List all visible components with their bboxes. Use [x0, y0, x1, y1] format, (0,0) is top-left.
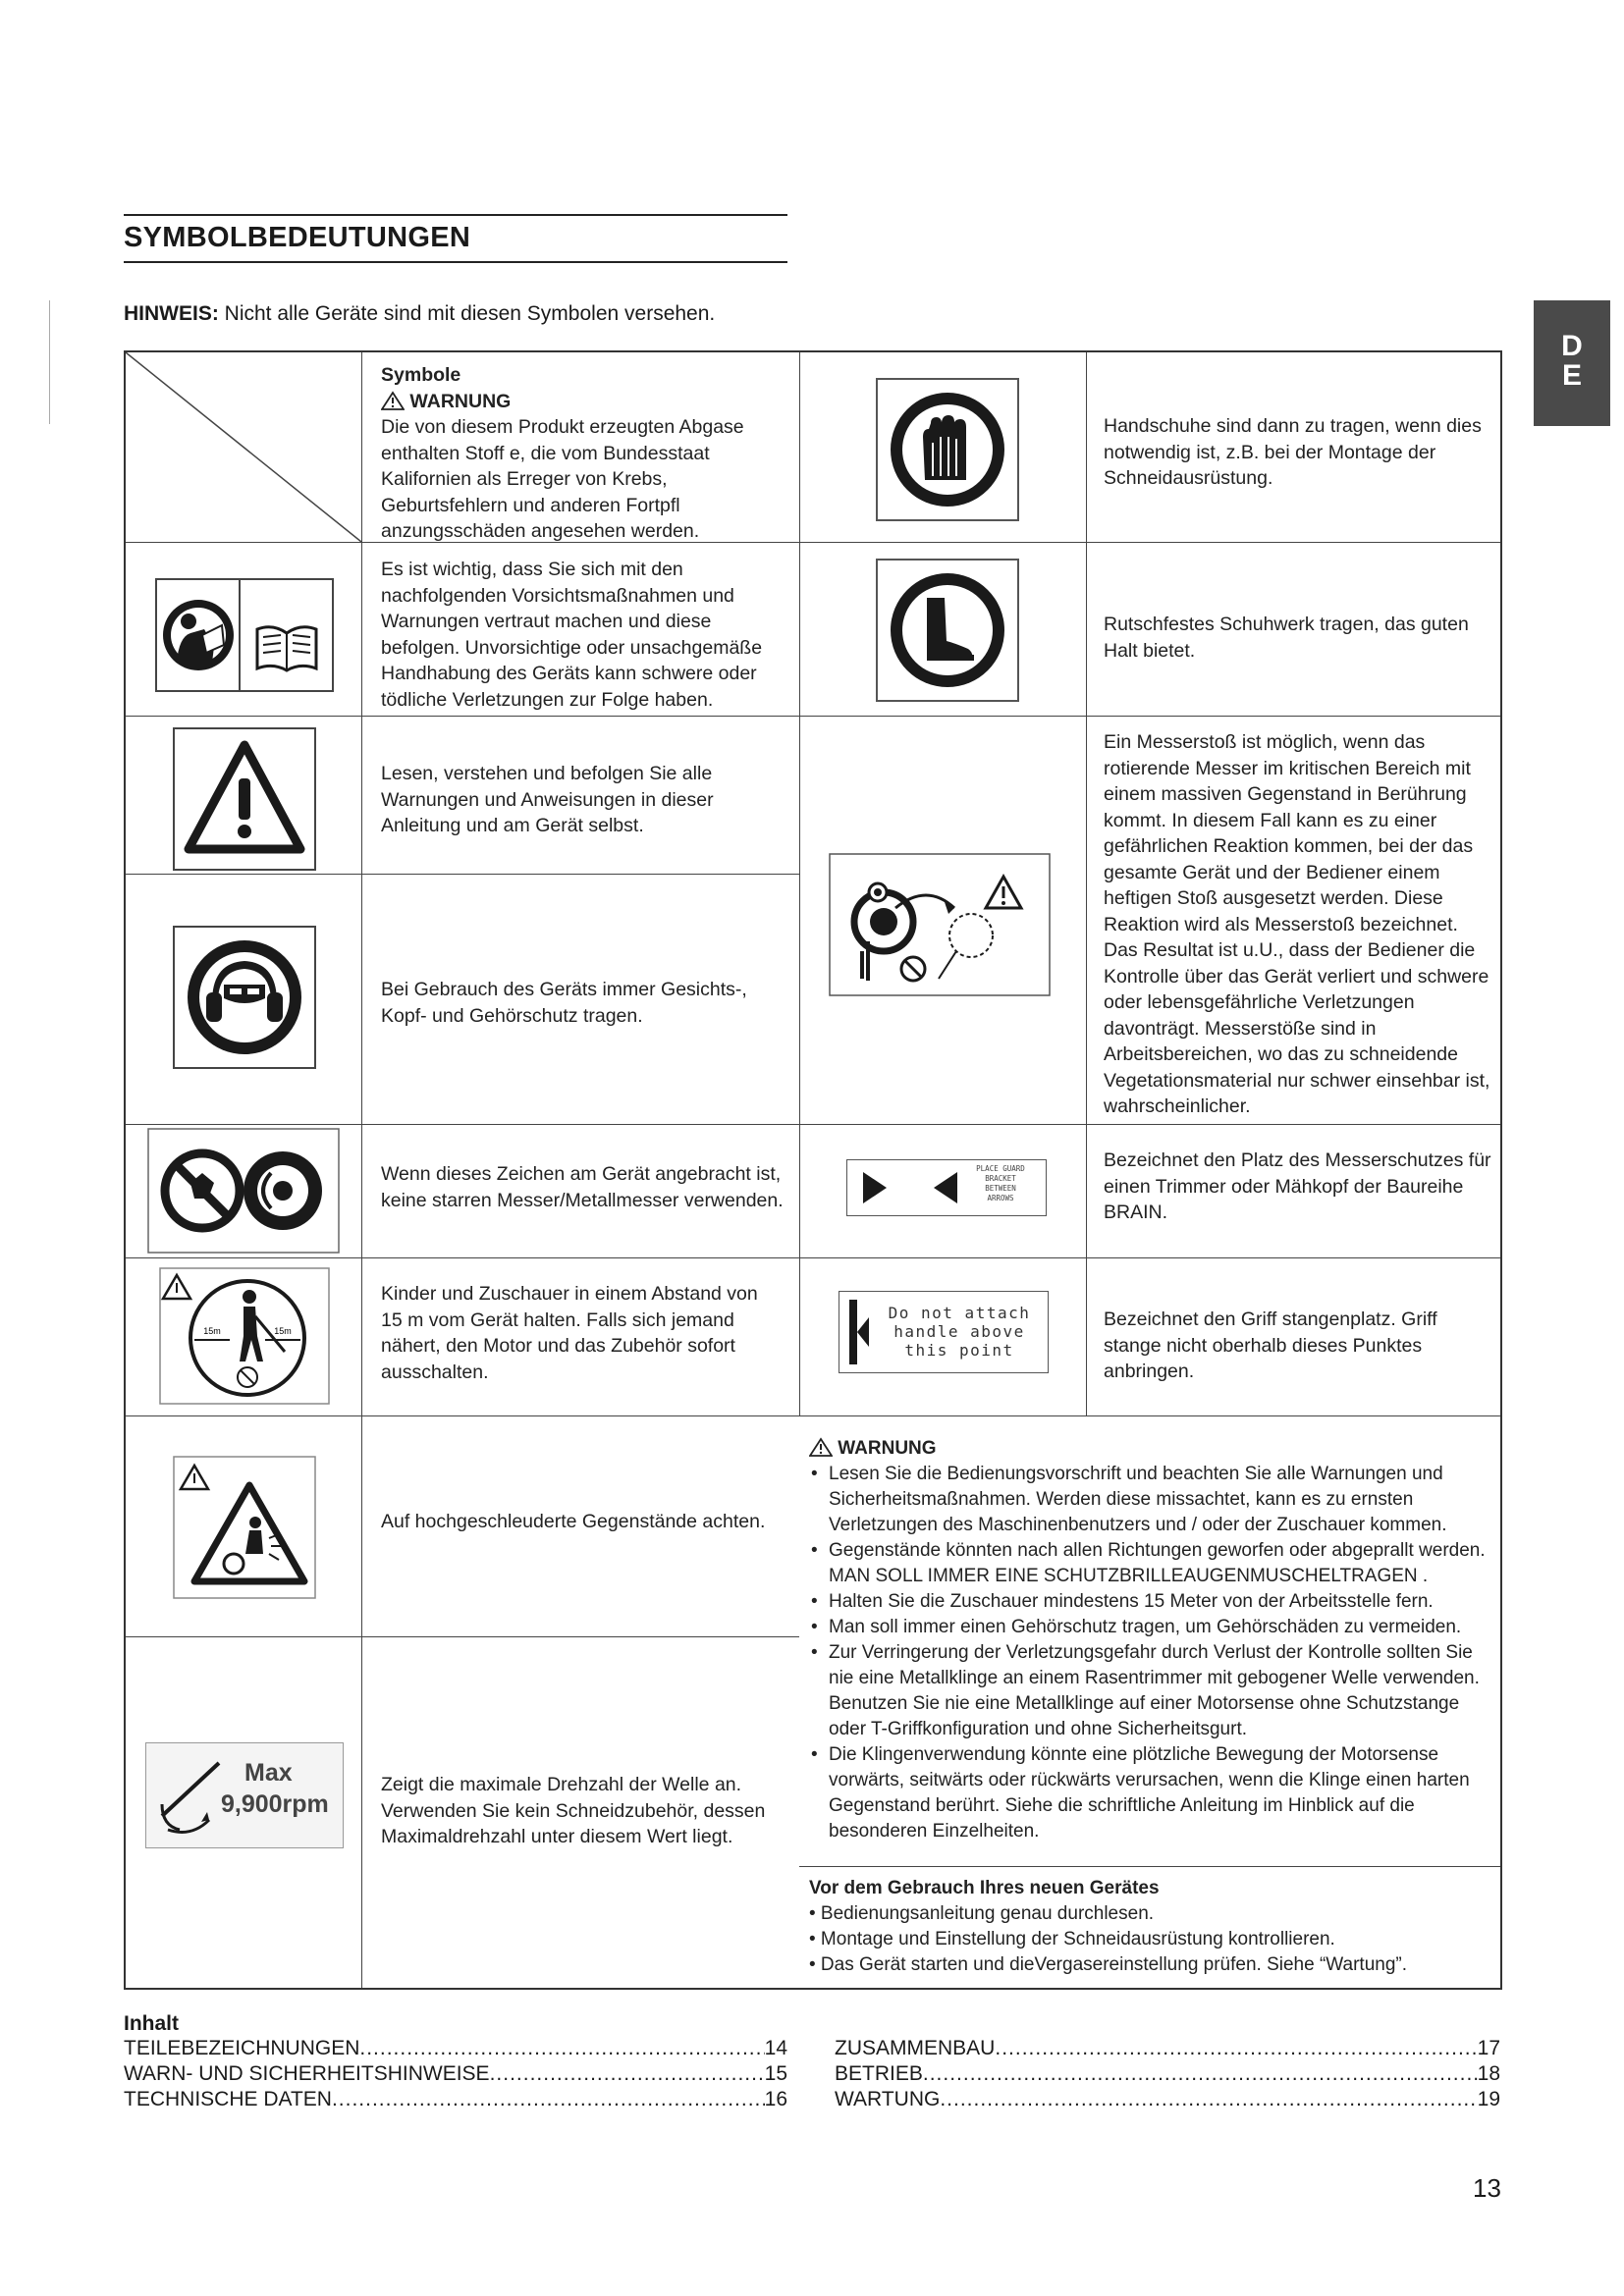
toc-entry[interactable] [124, 2036, 787, 2061]
toc-entry-page: 14 [764, 2037, 787, 2059]
handle-label-line-3: this point [904, 1341, 1014, 1360]
exhaust-warning-text: Die von diesem Produkt erzeugten Abgase enthalten Stoff e, die vom Bundesstaat Kalifornien als Erreger von Krebs, Geburtsfehlern und anderen Fortpfl anzungsschäden angesehen werden. [381, 416, 744, 542]
toc-entry-page: 17 [1477, 2037, 1500, 2059]
toc-entry-page: 19 [1477, 2088, 1500, 2110]
before-use-box [809, 1876, 1487, 1978]
grid-row-left-4 [126, 1124, 799, 1125]
toc-leader [332, 2087, 765, 2112]
warning-item: • Gegenstände könnten nach allen Richtungen geworfen oder abgeprallt werden. MAN SOLL IMMER EINE SCHUTZBRILLEAUGENMUSCHELTRAGEN . [809, 1538, 1487, 1589]
r6-left-text: Auf hochgeschleuderte Gegenstände achten. [381, 1511, 766, 1532]
toc-leader [490, 2061, 765, 2087]
kickback-warning-icon [829, 853, 1051, 996]
head-protection-icon [173, 926, 316, 1069]
grid-col-1 [361, 352, 362, 1988]
warning-box-heading [809, 1436, 1487, 1462]
warning-triangle-icon [809, 1437, 833, 1457]
hint-body: Nicht alle Geräte sind mit diesen Symbolen versehen. [218, 302, 716, 325]
toc-entry-page: 18 [1477, 2062, 1500, 2085]
toc-entry[interactable] [835, 2087, 1500, 2112]
safety-boots-icon [876, 559, 1019, 702]
max-text: Max [244, 1759, 293, 1787]
warning-list [809, 1462, 1487, 1844]
hint-label: HINWEIS: [124, 302, 219, 325]
grid-col-3 [1086, 352, 1087, 1415]
diagonal-header-cell [126, 352, 361, 542]
handle-label-line-1: Do not attach [888, 1304, 1031, 1322]
toc-entry-label: ZUSAMMENBAU [835, 2037, 996, 2059]
warning-box [809, 1436, 1487, 1844]
grid-row-right-1 [799, 542, 1500, 543]
r5-left-text: Kinder und Zuschauer in einem Abstand von 15 m vom Gerät halten. Falls sich jemand nähert, den Motor und das Zubehör sofort ausschalten. [381, 1283, 758, 1383]
symbol-table [124, 350, 1502, 1990]
r0-right-text: Handschuhe sind dann zu tragen, wenn dies notwendig ist, z.B. bei der Montage der Schneidausrüstung. [1104, 415, 1482, 489]
arrow-left-icon [934, 1172, 957, 1203]
guard-label-line-2: BRACKET [985, 1174, 1016, 1183]
grid-row-right-3 [799, 1124, 1500, 1125]
toc-entry-label: WARN- UND SICHERHEITSHINWEISE [124, 2062, 490, 2085]
guard-label-line-1: PLACE GUARD [976, 1164, 1025, 1173]
toc-leader [995, 2036, 1477, 2061]
warning-box-title: WARNUNG [838, 1438, 937, 1459]
distance-right-label: 15m [274, 1326, 292, 1336]
guard-label-line-3: BETWEEN [985, 1184, 1016, 1193]
before-use-item: • Montage und Einstellung der Schneidausrüstung kontrollieren. [809, 1929, 1335, 1949]
grid-row-right-5 [799, 1415, 1500, 1416]
handle-position-label [839, 1291, 1049, 1373]
rpm-text: 9,900rpm [221, 1790, 329, 1818]
r1-left-text: Es ist wichtig, dass Sie sich mit den nachfolgenden Vorsichtsmaßnahmen und Warnungen vertraut machen und diese befolgen. Unvorsichtige oder unsachgemäße Handhabung des Geräts kann schwere oder tödliche Verletzungen zur Folge haben. [381, 559, 763, 711]
warning-item: • Halten Sie die Zuschauer mindestens 15 Meter von der Arbeitsstelle fern. [809, 1589, 1487, 1615]
language-tab-letter-d: D [1561, 330, 1583, 362]
toc-entry-label: WARTUNG [835, 2088, 941, 2110]
toc-entry-page: 15 [764, 2062, 787, 2085]
toc-entry[interactable] [835, 2061, 1500, 2087]
handle-marker-icon [849, 1300, 869, 1364]
grid-row-right-2 [799, 716, 1500, 717]
language-tab [1534, 300, 1610, 426]
r2-right-text: Ein Messerstoß ist möglich, wenn das rotierende Messer im kritischen Bereich mit einem massiven Gegenstand in Berührung kommt. In diesem Fall kann es zu einer gefährlichen Reaktion kommen, bei der das gesamte Gerät und der Bediener einem heftigen Stoß ausgesetzt werden. Diese Reaktion wird als Messerstoß bezeichnet. Das Resultat ist u.U., dass der Bediener die Kontrolle über das Gerät verliert und schwere oder lebensgefährliche Verletzungen davonträgt. Messerstöße sind in Arbeitsbereichen, wo das zu schneidende Vegetationsmaterial nur schwer einsehbar ist, wahrscheinlicher. [1104, 731, 1490, 1117]
handle-label-line-2: handle above [893, 1322, 1025, 1341]
warning-item: • Zur Verringerung der Verletzungsgefahr durch Verlust der Kontrolle sollten Sie nie eine Metallklinge an einem Rasentrimmer mit gebogener Welle verwenden. Benutzen Sie nie eine Metallklinge auf einer Motorsense ohne Schutzstange oder T-Griffkonfiguration und ohne Sicherheitsgurt. [809, 1640, 1487, 1742]
grid-row-right-4 [799, 1257, 1500, 1258]
toc-entry-label: BETRIEB [835, 2062, 923, 2085]
grid-col-2 [799, 352, 800, 1415]
warnung-label: WARNUNG [409, 390, 512, 412]
r4-right-text: Bezeichnet den Platz des Messerschutzes für einen Trimmer oder Mähkopf der Baureihe BRAIN. [1104, 1149, 1491, 1223]
warnung-heading [381, 389, 789, 415]
grid-row-left-5 [126, 1257, 799, 1258]
toc-entry-page: 16 [764, 2088, 787, 2110]
guard-bracket-text [957, 1164, 1044, 1203]
toc-entry[interactable] [835, 2036, 1500, 2061]
r5-right-text: Bezeichnet den Griff stangenplatz. Griff stange nicht oberhalb dieses Punktes anbringen. [1104, 1308, 1437, 1382]
r2-left-text: Lesen, verstehen und befolgen Sie alle Warnungen und Anweisungen in dieser Anleitung und am Gerät selbst. [381, 763, 714, 836]
title-rule-bottom [124, 261, 787, 263]
r3-left-text: Bei Gebrauch des Geräts immer Gesichts-, Kopf- und Gehörschutz tragen. [381, 979, 747, 1027]
title-rule-top [124, 214, 787, 216]
caution-triangle-icon [173, 727, 316, 871]
r0-left-text [381, 362, 789, 545]
r7-left-text: Zeigt die maximale Drehzahl der Welle an. Verwenden Sie kein Schneidzubehör, dessen Maximaldrehzahl unter diesem Wert liegt. [381, 1774, 766, 1847]
r1-right-text: Rutschfestes Schuhwerk tragen, das guten Halt bietet. [1104, 614, 1469, 662]
distance-left-label: 15m [203, 1326, 221, 1336]
warning-triangle-icon [381, 391, 405, 410]
handle-label-text [879, 1304, 1040, 1360]
grid-row-left-6 [126, 1415, 799, 1416]
warning-item: • Lesen Sie die Bedienungsvorschrift und beachten Sie alle Warnungen und Sicherheitsmaßnahmen. Werden diese missachtet, kann es zu ernsten Verletzungen des Maschinenbenutzers und / oder der Zuschauer kommen. [809, 1462, 1487, 1538]
toc-entry[interactable] [124, 2061, 787, 2087]
warning-item: • Man soll immer einen Gehörschutz tragen, um Gehörschäden zu vermeiden. [809, 1615, 1487, 1640]
before-use-item: • Bedienungsanleitung genau durchlesen. [809, 1903, 1155, 1924]
before-use-title: Vor dem Gebrauch Ihres neuen Gerätes [809, 1878, 1160, 1898]
before-use-item: • Das Gerät starten und dieVergasereinstellung prüfen. Siehe “Wartung”. [809, 1954, 1408, 1975]
toc-entry[interactable] [124, 2087, 787, 2112]
gloves-icon [876, 378, 1019, 521]
keep-bystanders-away-icon [159, 1267, 330, 1405]
grid-row-right-6 [799, 1866, 1500, 1867]
no-metal-blade-icon [147, 1128, 340, 1254]
guard-bracket-label [846, 1159, 1047, 1216]
read-manual-icon [155, 578, 334, 692]
grid-row-left-3 [126, 874, 799, 875]
page-number: 13 [1473, 2173, 1501, 2203]
r4-left-text: Wenn dieses Zeichen am Gerät angebracht ist, keine starren Messer/Metallmesser verwenden. [381, 1163, 784, 1211]
hint-text [124, 302, 715, 326]
thrown-objects-icon [173, 1456, 316, 1599]
warning-item: • Die Klingenverwendung könnte eine plötzliche Bewegung der Motorsense vorwärts, seitwärts oder rückwärts verursachen, wenn die Klinge einen harten Gegenstand berührt. Siehe die schriftliche Anleitung im Hinblick auf die besonderen Einzelheiten. [809, 1742, 1487, 1844]
toc-title: Inhalt [124, 2012, 179, 2035]
toc-leader [923, 2061, 1478, 2087]
page-title: SYMBOLBEDEUTUNGEN [124, 222, 471, 253]
grid-row-left-7 [126, 1636, 799, 1637]
margin-rule [49, 300, 50, 424]
toc-leader [940, 2087, 1477, 2112]
toc-entry-label: TEILEBEZEICHNUNGEN [124, 2037, 360, 2059]
guard-label-line-4: ARROWS [987, 1194, 1014, 1202]
symbols-heading: Symbole [381, 364, 461, 386]
shaft-rotation-icon [156, 1755, 231, 1838]
toc-entry-label: TECHNISCHE DATEN [124, 2088, 332, 2110]
toc-leader [359, 2036, 764, 2061]
language-tab-letter-e: E [1561, 359, 1582, 392]
grid-row-left-2 [126, 716, 799, 717]
max-rpm-label [145, 1742, 344, 1848]
arrow-right-icon [863, 1172, 887, 1203]
